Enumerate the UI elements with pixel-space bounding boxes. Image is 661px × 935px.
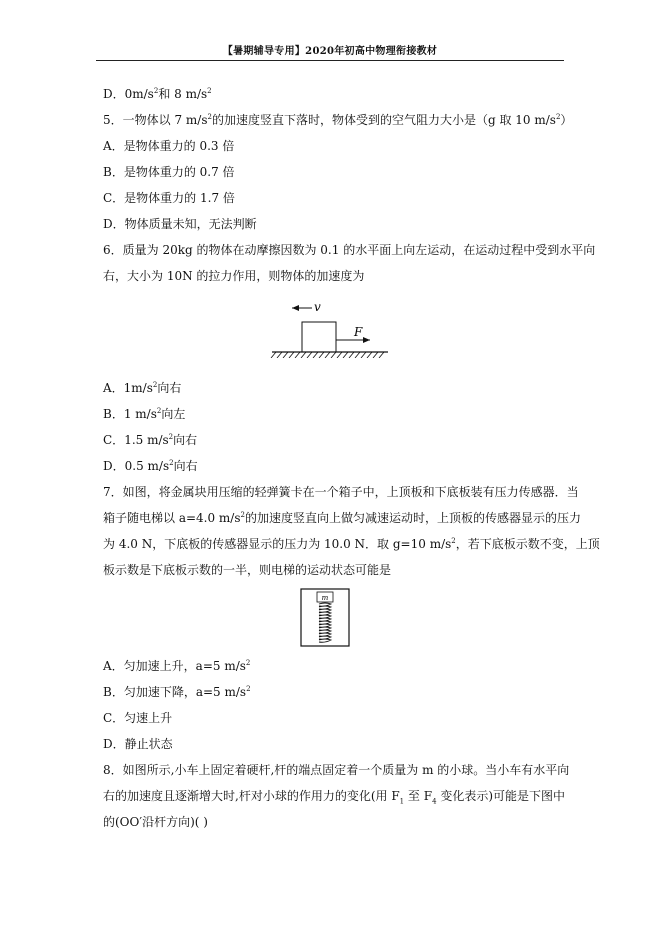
q5-option-d: D．物体质量未知，无法判断 [103, 217, 257, 231]
q5-option-a: A．是物体重力的 0.3 倍 [103, 139, 235, 153]
block [302, 322, 336, 352]
q6-option-c: C．1.5 $m/s^2$向右 [103, 433, 198, 447]
velocity-arrowhead-icon [292, 305, 299, 311]
q7-stem-line4: 板示数是下底板示数的一半，则电梯的运动状态可能是 [103, 563, 392, 577]
q4-option-d: D．$0m/s^2$和 8 $m/s^2$ [103, 87, 212, 101]
mass-label: m [321, 594, 329, 602]
q7-stem-line2: 箱子随电梯以 a=4.0 $m/s^2$的加速度竖直向上做匀减速运动时，上顶板的传感器显示的压力 [103, 511, 581, 525]
spring-box-figure [300, 588, 350, 648]
q7-option-b: B．匀加速下降，a=5 $m/s^2$ [103, 685, 251, 699]
page-header: 【暑期辅导专用】2020年初高中物理衔接教材 [222, 46, 438, 57]
q7-stem-line3: 为 4.0 N，下底板的传感器显示的压力为 10.0 N．取 g=10 $m/s^2$，若下底板示数不变，上顶 [103, 537, 600, 551]
q8-stem-line2: 右的加速度且逐渐增大时,杆对小球的作用力的变化(用 $F_1$ 至 $F_4$ 变化表示)可能是下图中 [103, 789, 566, 806]
q6-option-d: D．0.5 $m/s^2$向右 [103, 459, 198, 473]
q8-stem-line3: 的(OO′沿杆方向)( ) [103, 815, 208, 829]
q7-option-d: D．静止状态 [103, 737, 173, 751]
force-label: F [354, 325, 363, 339]
q7-option-c: C．匀速上升 [103, 711, 173, 725]
hatch-mark [277, 352, 282, 358]
velocity-label: v [314, 300, 321, 314]
hatch-mark [313, 352, 318, 358]
hatch-mark [373, 352, 378, 358]
ground-hatching [271, 352, 384, 358]
hatch-mark [289, 352, 294, 358]
q5-stem: 5．一物体以 7 $m/s^2$的加速度竖直下落时，物体受到的空气阻力大小是（g 取 10 $m/s^2$） [103, 113, 573, 127]
q5-option-c: C．是物体重力的 1.7 倍 [103, 191, 235, 205]
force-arrowhead-icon [363, 337, 370, 343]
hatch-mark [271, 352, 276, 358]
hatch-mark [283, 352, 288, 358]
q6-stem-line2: 右，大小为 10N 的拉力作用，则物体的加速度为 [103, 269, 365, 283]
hatch-mark [343, 352, 348, 358]
hatch-mark [379, 352, 384, 358]
hatch-mark [361, 352, 366, 358]
hatch-mark [307, 352, 312, 358]
q8-stem-line1: 8．如图所示,小车上固定着硬杆,杆的端点固定着一个质量为 m 的小球。当小车有水平向 [103, 763, 570, 777]
q5-option-b: B．是物体重力的 0.7 倍 [103, 165, 235, 179]
hatch-mark [325, 352, 330, 358]
hatch-mark [337, 352, 342, 358]
header-rule [96, 60, 564, 61]
hatch-mark [349, 352, 354, 358]
q7-stem-line1: 7．如图，将金属块用压缩的轻弹簧卡在一个箱子中，上顶板和下底板装有压力传感器．当 [103, 485, 579, 499]
hatch-mark [301, 352, 306, 358]
hatch-mark [355, 352, 360, 358]
hatch-mark [367, 352, 372, 358]
hatch-mark [331, 352, 336, 358]
hatch-mark [295, 352, 300, 358]
hatch-mark [319, 352, 324, 358]
q6-stem-line1: 6．质量为 20kg 的物体在动摩擦因数为 0.1 的水平面上向左运动，在运动过程中受到水平向 [103, 243, 596, 257]
block-on-ground-figure [270, 294, 390, 358]
q6-option-a: A．$1m/s^2$向右 [103, 381, 182, 395]
q6-option-b: B．1 $m/s^2$向左 [103, 407, 186, 421]
q7-option-a: A．匀加速上升，a=5 $m/s^2$ [103, 659, 251, 673]
